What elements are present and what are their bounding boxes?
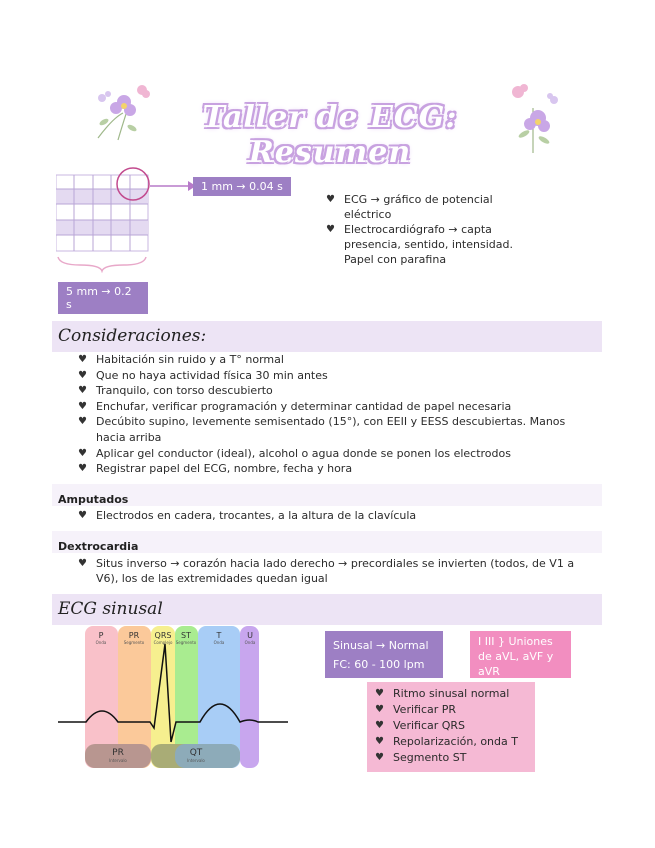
- list-item: ♥ Ritmo sinusal normal: [375, 686, 527, 702]
- list-item: ♥ Aplicar gel conductor (ideal), alcohol o agua donde se ponen los electrodos: [78, 446, 578, 462]
- arrow-right-icon: [150, 180, 196, 192]
- big-box-label: 5 mm → 0.2 s: [58, 282, 148, 314]
- intro-list: [326, 192, 526, 267]
- wave-label-pr: PR Segmento: [123, 631, 145, 645]
- section-header-amputados: [52, 484, 602, 506]
- ecg-trace: [58, 630, 288, 750]
- wave-label-t: T Onda: [213, 631, 225, 645]
- criteria-list: [375, 686, 527, 766]
- wave-label-qrs: QRS Complejo: [153, 631, 173, 645]
- section-title: Dextrocardia: [58, 540, 139, 553]
- criteria-box: [367, 682, 535, 772]
- list-item: ♥ Habitación sin ruido y a T° normal: [78, 352, 578, 368]
- list-item: ♥ Enchufar, verificar programación y determinar cantidad de papel necesaria: [78, 399, 578, 415]
- wave-label-st: ST Segmento: [175, 631, 197, 645]
- list-item: ♥ Decúbito supino, levemente semisentado (15°), con EEII y EESS descubiertas. Manos hacia arriba: [78, 414, 578, 445]
- interval-label-qt: QT Intervalo: [187, 748, 205, 763]
- dextrocardia-list: [78, 556, 588, 586]
- list-item: ♥ Electrocardiógrafo → capta presencia, sentido, intensidad. Papel con parafina: [326, 222, 526, 267]
- list-item: ♥ Tranquilo, con torso descubierto: [78, 383, 578, 399]
- wave-label-u: U Onda: [244, 631, 256, 645]
- section-header-ecg-sinusal: [52, 594, 602, 625]
- list-item: ♥ Electrodos en cadera, trocantes, a la altura de la clavícula: [78, 508, 578, 523]
- consideraciones-list: [78, 352, 578, 477]
- list-item: ♥ Segmento ST: [375, 750, 527, 766]
- list-item: ♥ Que no haya actividad física 30 min antes: [78, 368, 578, 384]
- section-title: ECG sinusal: [58, 599, 163, 619]
- list-item: ♥ Verificar PR: [375, 702, 527, 718]
- amputados-list: [78, 508, 578, 523]
- sinusal-box: [325, 631, 443, 678]
- section-title: Consideraciones:: [58, 326, 207, 346]
- flower-decoration-left-icon: [88, 78, 158, 148]
- list-item: ♥ Verificar QRS: [375, 718, 527, 734]
- section-header-dextrocardia: [52, 531, 602, 553]
- heart-rate-line: FC: 60 - 100 lpm: [333, 658, 425, 671]
- list-item: ♥ ECG → gráfico de potencial eléctrico: [326, 192, 526, 222]
- highlight-circle-icon: [114, 165, 152, 203]
- list-item: ♥ Registrar papel del ECG, nombre, fecha y hora: [78, 461, 578, 477]
- interval-label-pr: PR Intervalo: [109, 748, 127, 763]
- list-item: ♥ Repolarización, onda T: [375, 734, 527, 750]
- wave-label-p: P Onda: [95, 631, 107, 645]
- list-item: ♥ Situs inverso → corazón hacia lado derecho → precordiales se invierten (todos, de V1 a V6), los de las extremidades quedan igual: [78, 556, 588, 586]
- small-box-label: 1 mm → 0.04 s: [193, 177, 291, 196]
- section-header-consideraciones: [52, 321, 602, 352]
- leads-box: I III } Uniones de aVL, aVF y aVR: [470, 631, 571, 678]
- sinusal-line: Sinusal → Normal: [333, 639, 429, 652]
- page-title: Taller de ECG: Resumen: [202, 100, 458, 170]
- section-title: Amputados: [58, 493, 129, 506]
